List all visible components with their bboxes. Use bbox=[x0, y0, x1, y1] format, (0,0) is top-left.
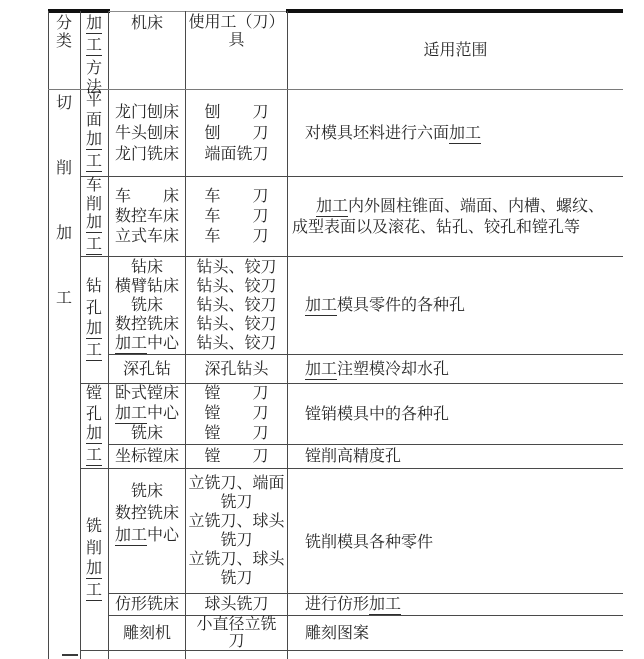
header-method-char: 法 bbox=[85, 79, 102, 96]
scope-text: 镗削高精度孔 bbox=[305, 448, 402, 465]
header-classification-char: 类 bbox=[55, 33, 72, 50]
scope-text: 铣削模具各种零件 bbox=[305, 533, 434, 551]
scope-text: 镗销模具中的各种孔 bbox=[305, 405, 450, 423]
machine-cell-drilling bbox=[109, 257, 185, 354]
tool-item: 钻头、铰刀 bbox=[196, 259, 277, 276]
scope-cell-copy-milling bbox=[288, 594, 623, 615]
machine-item-plain: 中心 bbox=[147, 527, 180, 544]
method-char: 削 bbox=[85, 539, 102, 557]
tool-cell-jig-boring bbox=[186, 445, 287, 468]
method-cell-turning bbox=[80, 177, 108, 256]
tool-item: 镗 刀 bbox=[204, 448, 269, 465]
tool-cell-drilling bbox=[186, 257, 287, 354]
machine-cell-jig-boring bbox=[109, 445, 185, 468]
tool-item: 刨 刀 bbox=[204, 103, 269, 121]
tool-item: 球头铣刀 bbox=[204, 596, 269, 613]
tool-item: 立铣刀、球头 bbox=[188, 551, 285, 568]
method-cell-surface bbox=[80, 90, 108, 176]
machine-cell-deephole bbox=[109, 355, 185, 383]
scope-text-plain: 内外圆柱锥面、端面、内槽、螺纹、 bbox=[348, 197, 605, 215]
machine-item: 数控车床 bbox=[114, 207, 179, 225]
scope-cell-turning bbox=[288, 177, 623, 256]
machine-item: 数控铣床 bbox=[114, 505, 179, 522]
tool-cell-deephole bbox=[186, 355, 287, 383]
machine-item: 牛头刨床 bbox=[114, 124, 179, 142]
header-tool bbox=[186, 14, 287, 89]
method-char: 工 bbox=[85, 153, 102, 170]
tool-cell-boring bbox=[186, 384, 287, 444]
machine-item: 龙门铣床 bbox=[114, 145, 179, 163]
machine-item-underlined: 加工 bbox=[114, 405, 147, 422]
method-char: 工 bbox=[85, 447, 102, 464]
tool-item: 钻头、铰刀 bbox=[196, 297, 277, 314]
method-char: 工 bbox=[85, 581, 102, 599]
tool-item: 小直径立铣 bbox=[196, 616, 277, 633]
header-machine-label: 机床 bbox=[130, 15, 163, 32]
scope-cell-deephole bbox=[288, 355, 623, 383]
tool-cell-copy-milling bbox=[186, 594, 287, 615]
header-tool-label-line2: 具 bbox=[228, 32, 245, 49]
tool-cell-engraving bbox=[186, 616, 287, 650]
scope-text bbox=[305, 124, 481, 143]
machine-cell-turning bbox=[109, 177, 185, 256]
scope-cell-surface bbox=[288, 90, 623, 176]
method-char: 镗 bbox=[85, 385, 102, 402]
top-border-mid-segment bbox=[108, 11, 288, 12]
scope-cell-engraving bbox=[288, 616, 623, 650]
method-char: 平 bbox=[85, 92, 102, 109]
scope-text-line2: 成型表面以及滚花、钻孔、铰孔和镗孔等 bbox=[292, 218, 581, 236]
machine-item: 龙门刨床 bbox=[114, 103, 179, 121]
machine-cell-milling bbox=[109, 469, 185, 593]
scope-text-plain: 进行仿形 bbox=[305, 596, 370, 613]
header-classification-char: 分 bbox=[55, 15, 72, 32]
machine-cell-surface bbox=[109, 90, 185, 176]
machine-cell-engraving bbox=[109, 616, 185, 650]
machine-item-underlined: 加工 bbox=[114, 335, 147, 352]
classification-char-2: 削 bbox=[55, 160, 72, 177]
header-method-char: 加 bbox=[85, 15, 102, 32]
header-classification bbox=[48, 15, 80, 89]
header-scope-label: 适用范围 bbox=[423, 41, 488, 59]
machine-item: 铣床 bbox=[130, 483, 163, 500]
scope-text-plain: 注塑模冷却水孔 bbox=[337, 360, 450, 378]
method-cell-milling bbox=[80, 469, 108, 650]
machine-item: 深孔钻 bbox=[122, 360, 171, 378]
method-char: 加 bbox=[85, 320, 102, 337]
machine-item: 卧式镗床 bbox=[114, 385, 179, 402]
tool-item: 铣刀 bbox=[220, 570, 253, 587]
machine-item: 立式车床 bbox=[114, 227, 179, 245]
tool-item: 立铣刀、球头 bbox=[188, 513, 285, 530]
method-char: 钻 bbox=[85, 278, 102, 295]
scope-text bbox=[305, 296, 465, 315]
method-char: 铣 bbox=[85, 517, 102, 535]
tool-cell-turning bbox=[186, 177, 287, 256]
machine-item: 雕刻机 bbox=[122, 624, 171, 642]
machine-cell-boring bbox=[109, 384, 185, 444]
tool-item: 立铣刀、端面 bbox=[188, 475, 285, 492]
tool-item: 刀 bbox=[228, 633, 245, 650]
tool-cell-milling bbox=[186, 469, 287, 593]
machine-item bbox=[115, 404, 179, 424]
cropped-next-row-glyph bbox=[62, 654, 78, 656]
machine-item: 车 床 bbox=[114, 187, 179, 205]
machine-item: 数控铣床 bbox=[114, 316, 179, 333]
scope-text-underlined: 加工 bbox=[305, 360, 338, 378]
method-char: 加 bbox=[85, 559, 102, 577]
tool-item: 铣刀 bbox=[220, 494, 253, 511]
header-tool-label-line1: 使用工（刀） bbox=[188, 14, 285, 31]
tool-item: 端面铣刀 bbox=[204, 145, 269, 163]
scope-text bbox=[305, 595, 401, 614]
header-scope bbox=[288, 11, 623, 89]
machine-cell-copy-milling bbox=[109, 594, 185, 615]
method-char: 车 bbox=[85, 176, 102, 194]
machine-item-underlined: 加工 bbox=[114, 527, 147, 544]
machine-item-plain: 中心 bbox=[147, 405, 180, 422]
method-cell-drilling bbox=[80, 257, 108, 383]
header-method bbox=[80, 15, 108, 96]
classification-char-3: 加 bbox=[55, 225, 72, 242]
tool-item: 车 刀 bbox=[204, 187, 269, 205]
row-divider-9 bbox=[80, 650, 623, 651]
tool-item: 刨 刀 bbox=[204, 124, 269, 142]
method-char: 削 bbox=[85, 195, 102, 213]
scope-text-plain: 模具零件的各种孔 bbox=[337, 297, 466, 314]
tool-item: 钻头、铰刀 bbox=[196, 278, 277, 295]
tool-item: 镗 刀 bbox=[204, 385, 269, 402]
tool-item: 车 刀 bbox=[204, 227, 269, 245]
classification-char-4: 工 bbox=[55, 290, 72, 307]
method-char: 孔 bbox=[85, 300, 102, 317]
scope-text-underlined: 加工 bbox=[449, 124, 482, 142]
method-char: 孔 bbox=[85, 406, 102, 423]
header-machine bbox=[109, 14, 185, 89]
machine-item: 仿形铣床 bbox=[114, 596, 179, 613]
method-char: 工 bbox=[85, 235, 102, 253]
scope-text: 雕刻图案 bbox=[305, 624, 370, 642]
scope-cell-jig-boring bbox=[288, 445, 623, 468]
top-border-left-segment bbox=[48, 9, 110, 13]
method-char: 工 bbox=[85, 342, 102, 359]
scope-text-underlined: 加工 bbox=[316, 197, 349, 215]
tool-item: 车 刀 bbox=[204, 207, 269, 225]
scope-cell-boring bbox=[288, 384, 623, 444]
tool-item: 镗 刀 bbox=[204, 425, 269, 442]
header-method-char: 方 bbox=[85, 60, 102, 77]
method-cell-boring bbox=[80, 384, 108, 468]
classification-char-1: 切 bbox=[55, 95, 72, 112]
method-char: 加 bbox=[85, 425, 102, 442]
scope-text-underlined: 加工 bbox=[369, 596, 402, 613]
scope-text-line1 bbox=[292, 196, 604, 217]
scope-cell-milling bbox=[288, 469, 623, 593]
method-char: 加 bbox=[85, 213, 102, 231]
header-method-char: 工 bbox=[85, 37, 102, 54]
tool-item: 钻头、铰刀 bbox=[196, 316, 277, 333]
machine-item bbox=[115, 334, 179, 353]
tool-item: 钻头、铰刀 bbox=[196, 335, 277, 352]
machine-item bbox=[115, 525, 179, 547]
machine-item: 钻床 bbox=[130, 259, 163, 276]
tool-item: 铣刀 bbox=[220, 532, 253, 549]
tool-item: 深孔钻头 bbox=[204, 360, 269, 378]
method-char: 加 bbox=[85, 131, 102, 148]
machine-item: 铣床 bbox=[130, 425, 163, 442]
tool-cell-surface bbox=[186, 90, 287, 176]
scope-cell-drilling bbox=[288, 257, 623, 354]
machine-item-plain: 中心 bbox=[147, 335, 180, 352]
machine-item: 横臂钻床 bbox=[114, 278, 179, 295]
machine-item: 坐标镗床 bbox=[114, 448, 179, 465]
method-char: 面 bbox=[85, 112, 102, 129]
tool-item: 镗 刀 bbox=[204, 405, 269, 422]
machine-item: 铣床 bbox=[130, 297, 163, 314]
scope-text-underlined: 加工 bbox=[305, 297, 338, 314]
scope-text-plain: 对模具坯料进行六面 bbox=[305, 124, 450, 142]
scope-text bbox=[305, 360, 449, 379]
